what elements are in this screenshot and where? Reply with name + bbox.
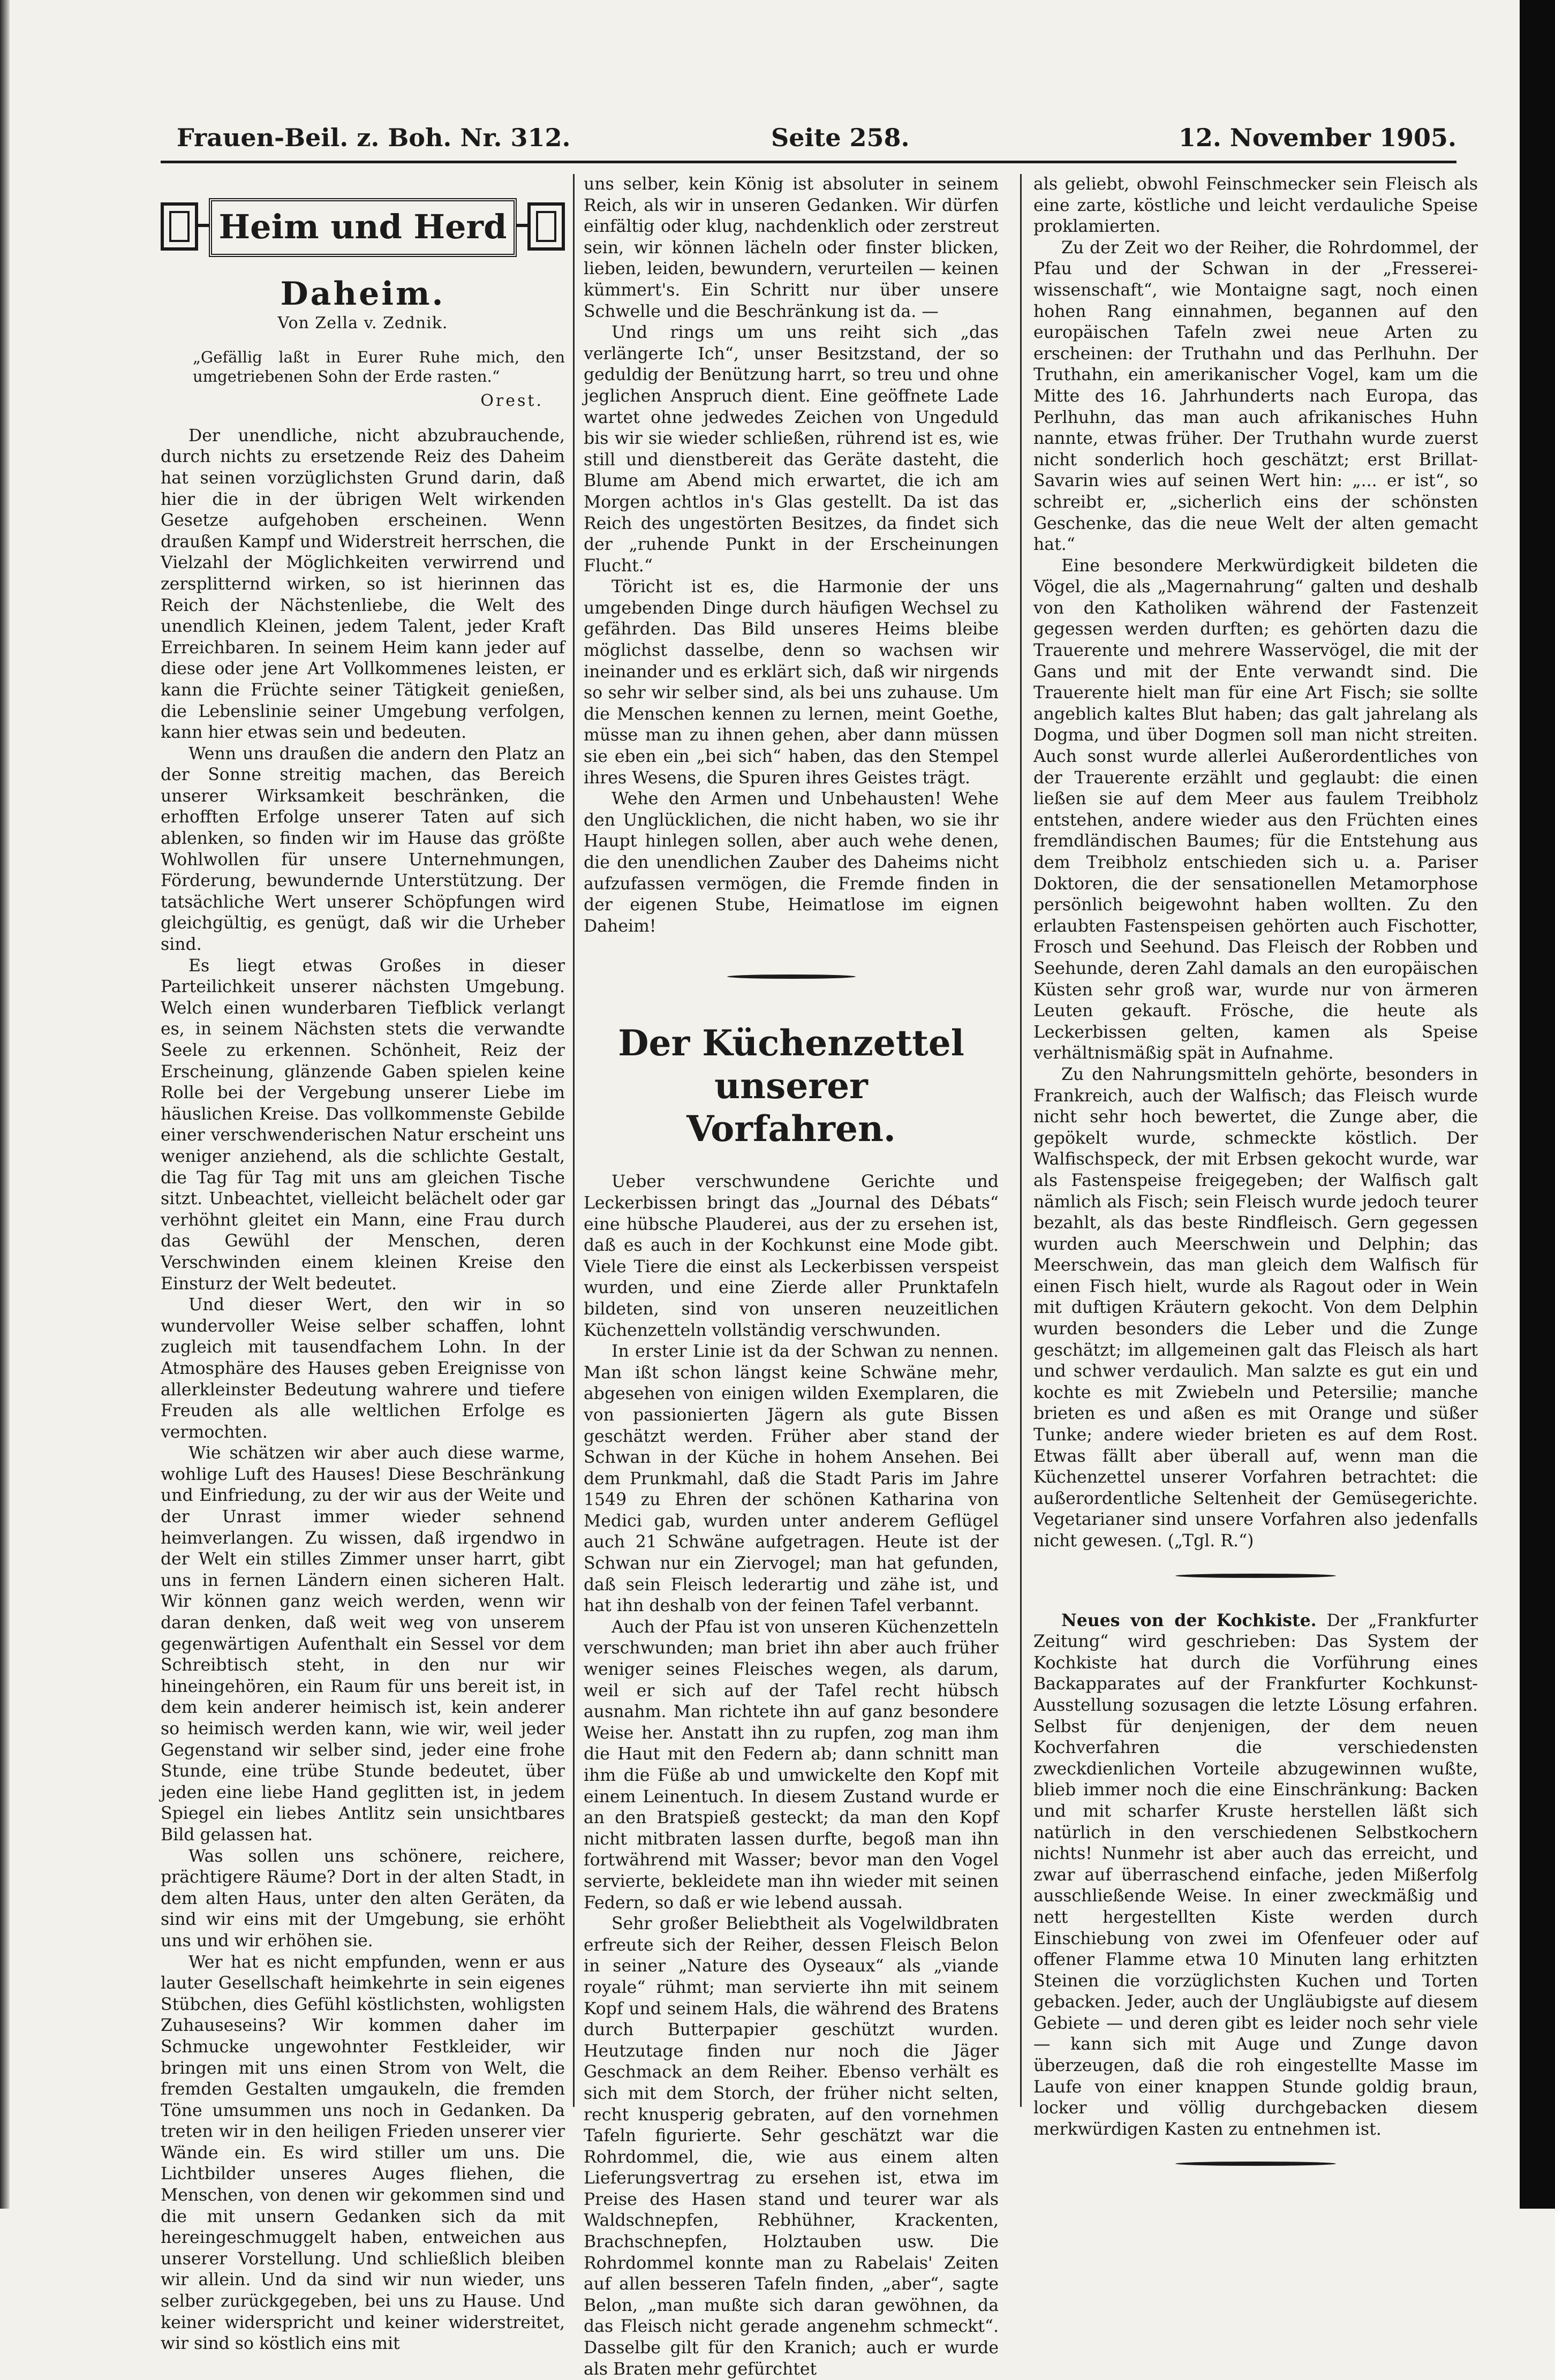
column-rule xyxy=(1020,174,1022,2107)
paragraph: Eine besondere Merkwürdigkeit bildeten die Vögel, die als „Magernahrung“ galten und deshalb von den Katholiken während der Fastenzeit gegessen werden durften; es gehörten dazu die Trauerente und mehrere Wasservögel, die mit der Gans und mit der Ente verwandt sind. Die Trauerente hielt man für eine Art Fisch; sie sollte angeblich kaltes Blut haben; das galt jahrelang als Dogma, und über Dogmen soll man nicht streiten. Auch sonst wurde allerlei Außerordentliches von der Trauerente erzählt und geglaubt: die einen ließen sie auf dem Meer aus faulem Treibholz entstehen, andere wieder aus den Früchten eines fremdländischen Baumes; für die Entstehung aus dem Treibholz entschieden sich u. a. Pariser Doktoren, die der sensationellen Metamorphose persönlich beigewohnt haben wollten. Zu den erlaubten Fastenspeisen gehörten auch Fischotter, Frosch und Seehund. Das Fleisch der Robben und Seehunde, deren Zahl damals an den europäischen Küsten sehr groß war, wurde nur von ärmeren Leuten gekauft. Frösche, die heute als Leckerbissen gelten, kamen als Speise verhältnismäßig spät in Aufnahme. xyxy=(1033,556,1478,1063)
article-title-line: Der Küchenzettel unserer xyxy=(618,1022,964,1107)
paragraph: Zu den Nahrungsmitteln gehörte, besonders in Frankreich, auch der Walfisch; das Fleisch wurde nicht sehr hoch bewertet, die Zunge aber, die gepökelt wurde, schmeckte köstlich. Der Walfischspeck, der mit Erbsen gekocht wurde, war als Fastenspeise freigegeben; der Walfisch galt nämlich als Fisch; sein Fleisch wurde jedoch teurer bezahlt, als das beste Rindfleisch. Gern gegessen wurden auch Meerschwein und Delphin; das Meerschwein, das man gleich dem Walfisch für einen Fisch hielt, wurde als Ragout oder in Wein mit duftigen Kräutern gekocht. Von dem Delphin wurden besonders die Leber und die Zunge geschätzt; im allgemeinen galt das Fleisch als hart und schwer verdaulich. Man salzte es gut ein und kochte es mit Zwiebeln und Petersilie; manche brieten es und aßen es mit Orange und süßer Tunke; andere wieder brieten es auf dem Rost. Etwas fällt aber überall auf, wenn man die Küchenzettel unserer Vorfahren betrachtet: die außerordentliche Seltenheit der Gemüsegerichte. Vegetarianer sind unsere Vorfahren also jedenfalls nicht gewesen. („Tgl. R.“) xyxy=(1033,1064,1478,1551)
article-byline: Von Zella v. Zednik. xyxy=(277,313,448,333)
page-edge-left xyxy=(0,0,10,2209)
divider-ornament xyxy=(727,974,856,979)
divider-ornament xyxy=(1175,2162,1336,2166)
paragraph: In erster Linie ist da der Schwan zu nennen. Man ißt schon längst keine Schwäne mehr, abgesehen von einigen wilden Exemplaren, die von passionierten Jägern als gute Bissen geschätzt werden. Früher aber stand der Schwan in der Küche in hohem Ansehen. Bei dem Prunkmahl, daß die Stadt Paris im Jahre 1549 zu Ehren der schönen Katharina von Medici gab, wurden unter anderem Geflügel auch 21 Schwäne aufgetragen. Heute ist der Schwan nur ein Ziervogel; man hat gefunden, daß sein Fleisch lederartig und zähe ist, und hat ihn deshalb von der feinen Tafel verbannt. xyxy=(584,1342,999,1616)
motto-author: Orest. xyxy=(480,391,544,411)
paragraph: uns selber, kein König ist absoluter in seinem Reich, als wir in unseren Gedanken. Wir dürfen einfältig oder klug, nachdenklich oder zerstreut sein, wir können lächeln oder finster blicken, lieben, leiden, bewundern, verurteilen — keinen kümmert's. Ein Schritt nur über unsere Schwelle und die Beschränkung ist da. — xyxy=(584,175,999,321)
column-middle xyxy=(584,174,999,2379)
paragraph: Töricht ist es, die Harmonie der uns umgebenden Dinge durch häufigen Wechsel zu gefährden. Das Bild unseres Heims bleibe möglichst dasselbe, denn so wachsen wir ineinander und es erklärt sich, daß wir nirgends so sehr wir selber sind, als bei uns zuhause. Um die Menschen kennen zu lernen, meint Goethe, müsse man zu ihnen gehen, aber dann müssen sie eben ein „bei sich“ haben, das den Stempel ihres Wesens, die Spuren ihres Geistes trägt. xyxy=(584,577,999,788)
banner-ornament-left xyxy=(161,202,198,251)
column-right xyxy=(1033,174,1478,2139)
paragraph: Und dieser Wert, den wir in so wundervoller Weise selber schaffen, lohnt zugleich mit tausendfachem Lohn. In der Atmosphäre des Hauses geben Ereignisse von allerkleinster Bedeutung wahrere und tiefere Freuden als alle weltlichen Erfolge es vermochten. xyxy=(161,1295,565,1442)
paragraph: Wehe den Armen und Unbehausten! Wehe den Unglücklichen, die nicht haben, wo sie ihr Haupt hinlegen sollen, aber auch wehe denen, die den unendlichen Zauber des Daheims nicht aufzufassen vermögen, die Fremde finden in der eigenen Stube, Heimatlose im eignen Daheim! xyxy=(584,789,999,936)
paragraph: Ueber verschwundene Gerichte und Leckerbissen bringt das „Journal des Débats“ eine hübsche Plauderei, aus der zu ersehen ist, daß es auch in der Kochkunst eine Mode gibt. Viele Tiere die einst als Leckerbissen verspeist wurden, und eine Zierde aller Prunktafeln bildeten, sind von unseren neuzeitlichen Küchenzetteln vollständig verschwunden. xyxy=(584,1172,999,1340)
header-page-number: Seite 258. xyxy=(771,123,910,152)
column-rule xyxy=(573,174,575,2107)
banner-ornament-right xyxy=(527,202,565,251)
divider-ornament xyxy=(1175,1574,1336,1578)
page-header xyxy=(161,123,1456,161)
paragraph: als geliebt, obwohl Feinschmecker sein Fleisch als eine zarte, köstliche und leicht verdauliche Speise proklamierten. xyxy=(1033,175,1478,237)
paragraph: Wer hat es nicht empfunden, wenn er aus lauter Gesellschaft heimkehrte in sein eigenes Stübchen, dies Gefühl köstlichsten, wohligsten Zuhauseseins? Wir kommen daher im Schmucke ungewohnter Festkleider, wir bringen mit uns einen Strom von Welt, die fremden Gestalten umgaukeln, die fremden Töne umsummen uns noch in Gedanken. Da treten wir in den heiligen Frieden unserer vier Wände ein. Es wird stiller um uns. Die Lichtbilder unseres Auges fliehen, die Menschen, von denen wir gekommen sind und die mit unsern Gedanken sich da mit hereingeschmuggelt haben, entweichen aus unserer Vorstellung. Und schließlich bleiben wir allein. Und da sind wir nun wieder, uns selber zurückgegeben, bei uns zu Hause. Und keiner widerspricht und keiner widerstreitet, wir sind so köstlich eins mit xyxy=(161,1952,565,2354)
article-title xyxy=(584,1022,999,1150)
article-title: Daheim. xyxy=(280,275,446,313)
banner-bar xyxy=(517,224,527,227)
header-date: 12. November 1905. xyxy=(1178,123,1456,152)
paragraph: Was sollen uns schönere, reichere, prächtigere Räume? Dort in der alten Stadt, in dem alten Haus, unter den alten Geräten, da sind wir eins mit der Umgebung, sie erhöht uns und wir erhöhen sie. xyxy=(161,1846,565,1951)
article-lead: Neues von der Kochkiste. xyxy=(1061,1610,1317,1630)
paragraph: Und rings um uns reiht sich „das verlängerte Ich“, unser Besitzstand, der so geduldig der Benützung harrt, so treu und ohne jeglichen Anspruch dient. Eine geöffnete Lade wartet ohne jedwedes Zeichen von Ungeduld bis wir sie wieder schließen, rührend ist es, wie still und dienstbereit das Geräte dasteht, die Blume am Abend mich erwartet, die ich am Morgen achtlos in's Glas gestellt. Da ist das Reich des ungestörten Besitzes, da findet sich der „ruhende Punkt in der Erscheinungen Flucht.“ xyxy=(584,323,999,576)
paragraph: Wenn uns draußen die andern den Platz an der Sonne streitig machen, das Bereich unserer Wirksamkeit beschränken, die erhofften Erfolge unserer Taten auf sich ablenken, so finden wir im Hause das größte Wohlwollen für unsere Unternehmungen, Förderung, bewundernde Unterstützung. Der tatsächliche Wert unserer Schöpfungen wird gleichgültig, es genügt, daß wir die Urheber sind. xyxy=(161,744,565,955)
paragraph: Es liegt etwas Großes in dieser Parteilichkeit unserer nächsten Umgebung. Welch einen wunderbaren Tiefblick verlangt es, in seinem Nächsten stets die verwandte Seele zu erkennen. Schönheit, Reiz der Erscheinung, glänzende Gaben spielen keine Rolle bei der Vergebung unserer Liebe im häuslichen Kreise. Das vollkommenste Gebilde einer verschwenderischen Natur erscheint uns weniger anziehend, als die schlichte Gestalt, die Tag für Tag mit uns am gleichen Tische sitzt. Unbeachtet, vielleicht belächelt oder gar verhöhnt gleitet ein Mann, eine Frau durch das Gewühl der Menschen, deren Verschwinden einem kleinen Kreise den Einsturz der Welt bedeutet. xyxy=(161,956,565,1294)
article-text: Der „Frankfurter Zeitung“ wird geschrieben: Das System der Kochkiste hat durch die Vorführung eines Backapparates auf der Frankfurter Kochkunst-Ausstellung sozusagen die letzte Lösung erfahren. Selbst für denjenigen, der dem neuen Kochverfahren die verschiedensten zweckdienlichen Vorteile abzugewinnen wußte, blieb immer noch die eine Einschränkung: Backen und mit scharfer Kruste herstellen läßt sich natürlich in den verschiedenen Selbstkochern nichts! Nunmehr ist aber auch das erreicht, und zwar auf überraschend einfache, jeden Mißerfolg ausschließende Weise. In einer zweckmäßig und nett hergestellten Kiste werden durch Einschiebung von zwei im Ofenfeuer oder auf offener Flamme etwa 10 Minuten lang erhitzten Steinen die vorzüglichsten Kuchen und Torten gebacken. Jeder, auch der Ungläubigste auf diesem Gebiete — und deren gibt es leider noch sehr viele — kann sich mit Auge und Zunge davon überzeugen, daß die roh eingestellte Masse im Laufe von einer knappen Stunde goldig braun, locker und völlig durchgebacken diesem merkwürdigen Kasten zu entnehmen ist. xyxy=(1033,1611,1478,2139)
paragraph: Der unendliche, nicht abzubrauchende, durch nichts zu ersetzende Reiz des Daheim hat seinen vorzüglichsten Grund darin, daß hier die in der übrigen Welt wirkenden Gesetze aufgehoben erscheinen. Wenn draußen Kampf und Widerstreit herrschen, die Vielzahl der Möglichkeiten verwirrend und zersplitternd wirken, so ist hierinnen das Reich der Nächstenliebe, die Welt des unendlich Kleinen, jedem Talent, jeder Kraft Erreichbaren. In seinem Heim kann jeder auf diese oder jene Art Vollkommenes leisten, er kann die Früchte seiner Tätigkeit genießen, die Lebenslinie seiner Umgebung verfolgen, kann hier etwas sein und bedeuten. xyxy=(161,426,565,743)
article-motto: „Gefällig laßt in Eurer Ruhe mich, den umgetriebenen Sohn der Erde rasten.“ xyxy=(193,348,565,386)
paragraph xyxy=(1033,1610,1478,2141)
header-publication: Frauen-Beil. z. Boh. Nr. 312. xyxy=(177,123,571,152)
column-left xyxy=(161,174,565,2354)
banner-bar xyxy=(198,224,209,227)
paragraph: Auch der Pfau ist von unseren Küchenzetteln verschwunden; man briet ihn aber auch früher weniger seines Fleisches wegen, als darum, weil er sich auf der Tafel recht hübsch ausnahm. Man richtete ihn auf ganz besondere Weise her. Anstatt ihn zu rupfen, zog man ihm die Haut mit den Federn ab; dann schnitt man ihm die Füße ab und umwickelte den Kopf mit einem Leinentuch. In diesem Zustand wurde er an den Bratspieß gesteckt; da man den Kopf nicht mitbraten lassen durfte, begoß man ihn fortwährend mit Wasser; bevor man den Vogel servierte, bekleidete man ihn wieder mit seinen Federn, so daß er wie lebend aussah. xyxy=(584,1617,999,1913)
paragraph: Zu der Zeit wo der Reiher, die Rohrdommel, der Pfau und der Schwan in der „Fresserei-wissenschaft“, wie Montaigne sagt, noch einen hohen Rang einnahmen, begannen auf den europäischen Tafeln zwei neue Arten zu erscheinen: der Truthahn und das Perlhuhn. Der Truthahn, ein amerikanischer Vogel, kam um die Mitte des 16. Jahrhunderts nach Europa, das Perlhuhn, das man auch afrikanisches Huhn nannte, etwas früher. Der Truthahn wurde zuerst nicht sonderlich hoch geschätzt; erst Brillat-Savarin wies auf seinen Wert hin: „... er ist“, so schreibt er, „sicherlich eins der schönsten Geschenke, das die neue Welt der alten gemacht hat.“ xyxy=(1033,238,1478,555)
section-title: Heim und Herd xyxy=(209,198,517,257)
paragraph: Sehr großer Beliebtheit als Vogelwildbraten erfreute sich der Reiher, dessen Fleisch Belon in seiner „Nature des Oyseaux“ als „viande royale“ rühmt; man servierte ihn mit seinem Kopf und seinem Hals, die während des Bratens durch Butterpapier geschützt wurden. Heutzutage finden nur noch die Jäger Geschmack an dem Reiher. Ebenso verhält es sich mit dem Storch, der früher nicht selten, recht knusperig gebraten, auf den vornehmen Tafeln figurierte. Sehr geschätzt war die Rohrdommel, die, wie aus einem alten Lieferungsvertrag zu ersehen ist, etwa im Preise des Hasen stand und teurer war als Waldschnepfen, Rebhühner, Krackenten, Brachschnepfen, Holztauben usw. Die Rohrdommel konnte man zu Rabelais' Zeiten auf allen besseren Tafeln finden, „aber“, sagte Belon, „man mußte sich daran gewöhnen, da das Fleisch nicht gerade angenehm schmeckt“. Dasselbe gilt für den Kranich; auch er wurde als Braten mehr gefürchtet xyxy=(584,1914,999,2379)
article-title-line: Vorfahren. xyxy=(686,1108,896,1150)
page-edge-right xyxy=(1520,0,1555,2209)
section-banner xyxy=(161,198,565,262)
header-rule xyxy=(161,161,1456,163)
paragraph: Wie schätzen wir aber auch diese warme, wohlige Luft des Hauses! Diese Beschränkung und Einfriedung, zu der wir aus der Weite und der Unrast immer wieder sehnend heimverlangen. Zu wissen, daß irgendwo in der Welt ein stilles Zimmer unser harrt, gibt uns in fernen Ländern einen sicheren Halt. Wir können ganz weich werden, wenn wir daran denken, daß weit weg von unserem gegenwärtigen Aufenthalt ein Sessel vor dem Schreibtisch steht, in den nur wir hineingehören, ein Raum für uns bereit ist, in dem kein anderer heimisch ist, kein anderer so heimisch werden kann, wie wir, weil jeder Gegenstand wir selber sind, jeder eine frohe Stunde, eine trübe Stunde bedeutet, über jeden eine liebe Hand geglitten ist, in jedem Spiegel ein liebes Antlitz sein unsichtbares Bild gelassen hat. xyxy=(161,1444,565,1845)
